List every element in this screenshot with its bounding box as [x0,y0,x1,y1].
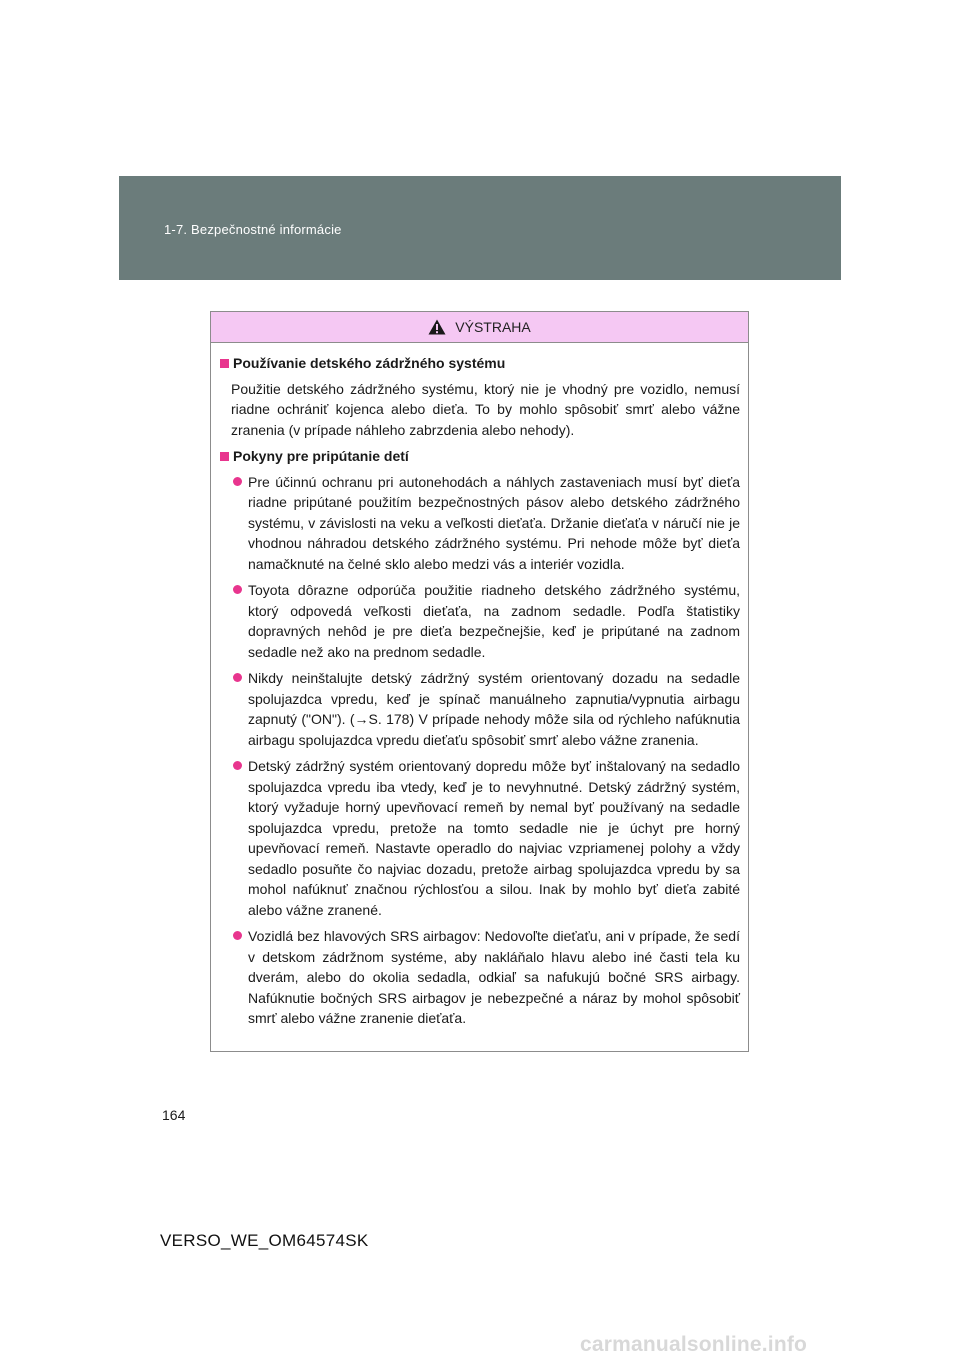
section-child-restraint-instructions [220,446,740,1029]
list-item [220,472,740,575]
warning-triangle-icon [428,319,446,335]
warning-box [210,311,749,1052]
list-item-text: Detský zádržný systém orientovaný dopredu môže byť inštalovaný na sedadlo spolujazdca vpredu iba vtedy, keď je to nevyhnutné. Detský zádržný systém, ktorý vyžaduje horný upevňovací remeň by nemal byť používaný na sedadle spolujazdca vpredu, pretože na tomto sedadle nie je úchyt pre horný upevňovací remeň. Nastavte operadlo do najviac vzpriamenej polohy a vždy sedadlo posuňte čo najviac dozadu, pretože airbag spolujazdca vpredu by sa mohol nafúknuť značnou rýchlosťou a silou. Inak by mohlo byť dieťa zabité alebo vážne zranené. [248,758,740,918]
list-item [220,580,740,662]
list-item [220,668,740,750]
dot-bullet-icon [233,931,242,940]
watermark: carmanualsonline.info [580,1333,808,1356]
warning-header [211,312,748,343]
section-child-seat-usage [220,353,740,440]
page-number: 164 [162,1107,186,1123]
section-paragraph: Použitie detského zádržného systému, ktorý nie je vhodný pre vozidlo, nemusí riadne ochrániť kojenca alebo dieťa. To by mohlo spôsobiť smrť alebo vážne zranenia (v prípade náhleho zabrzdenia alebo nehody). [231,380,740,438]
list-item [220,756,740,920]
document-code: VERSO_WE_OM64574SK [160,1231,369,1250]
section-title [220,353,740,374]
header-band [119,176,841,280]
section-title-text: Používanie detského zádržného systému [233,355,506,371]
section-label: 1-7. Bezpečnostné informácie [164,222,342,237]
dot-bullet-icon [233,477,242,486]
list-item-text: Pre účinnú ochranu pri autonehodách a náhlych zastaveniach musí byť dieťa riadne pripútané použitím bezpečnostných pásov alebo detského zádržného systému, v závislosti na veku a veľkosti dieťaťa. Držanie dieťaťa v náručí nie je vhodnou náhradou detského zádržného systému. Pri nehode môže byť dieťa namačknuté na čelné sklo alebo medzi vás a interiér vozidla. [248,473,740,572]
section-title [220,446,740,467]
list-item-text: Vozidlá bez hlavových SRS airbagov: Nedovoľte dieťaťu, ani v prípade, že sedí v detskom zádržnom systéme, aby nakláňalo hlavu alebo iné časti tela ku dverám, alebo do okolia sedadla, odkiaľ sa nafukujú bočné SRS airbagy. Nafúknutie bočných SRS airbagov je nebezpečné a náraz by mohol spôsobiť smrť alebo vážne zranenie dieťaťa. [248,928,740,1026]
warning-title: VÝSTRAHA [455,319,531,335]
dot-bullet-icon [233,585,242,594]
square-bullet-icon [220,359,229,368]
list-item-text: Toyota dôrazne odporúča použitie riadneho detského zádržného systému, ktorý odpovedá veľkosti dieťaťa, na zadnom sedadle. Podľa štatistiky dopravných nehôd je pre dieťa bezpečnejšie, keď je pripútané na zadnom sedadle než ako na prednom sedadle. [248,582,740,660]
dot-bullet-icon [233,761,242,770]
list-item-text: Nikdy neinštalujte detský zádržný systém orientovaný dozadu na sedadle spolujazdca vpredu, keď je spínač manuálneho zapnutia/vypnutia airbagu zapnutý ("ON"). (→S. 178) V prípade nehody môže sila od rýchleho nafúknutia airbagu spolujazdca vpredu dieťaťu spôsobiť smrť alebo vážne zranenia. [248,670,740,748]
dot-bullet-icon [233,673,242,682]
warning-content [211,343,748,1029]
list-item [220,926,740,1029]
section-title-text: Pokyny pre pripútanie detí [233,448,409,464]
square-bullet-icon [220,452,229,461]
